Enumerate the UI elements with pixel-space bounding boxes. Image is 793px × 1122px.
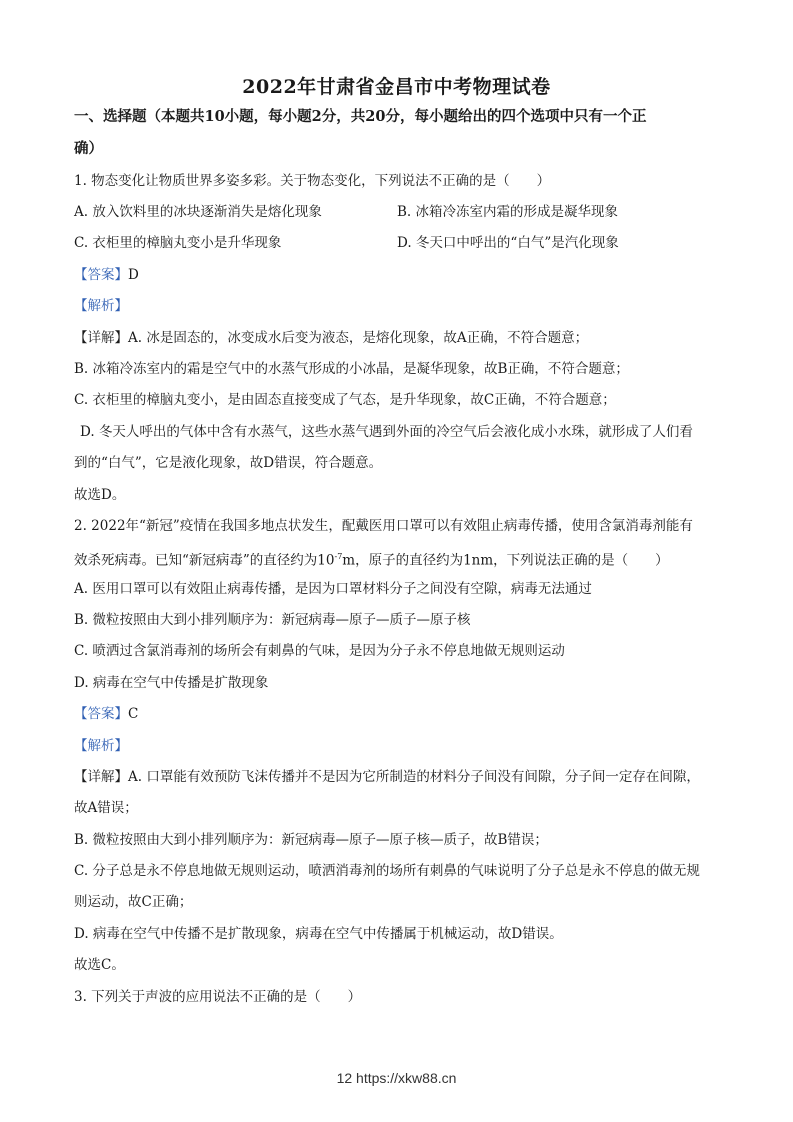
- q2-conclusion: 故选C。: [74, 957, 125, 973]
- answer-tag: 【答案】: [74, 267, 128, 283]
- section-heading-cont: 确）: [74, 140, 103, 157]
- q2-detail-6: D. 病毒在空气中传播不是扩散现象，病毒在空气中传播属于机械运动，故D错误。: [74, 926, 563, 942]
- q2-detail-5: 则运动，故C正确；: [74, 894, 193, 910]
- q1-detail-5: 到的“白气”，它是液化现象，故D错误，符合题意。: [74, 455, 383, 471]
- q2-answer-row: [74, 705, 724, 723]
- q2-exponent: -7: [334, 552, 343, 561]
- q2-stem-2b: m，原子的直径约为1nm，下列说法正确的是（ ）: [342, 552, 669, 569]
- q2-option-a: A. 医用口罩可以有效阻止病毒传播，是因为口罩材料分子之间没有空隙，病毒无法通过: [74, 581, 592, 597]
- q1-detail-3: C. 衣柜里的樟脑丸变小，是由固态直接变成了气态，是升华现象，故C正确，不符合题意；: [74, 392, 616, 408]
- q1-answer-row: [74, 266, 724, 284]
- q2-option-d: D. 病毒在空气中传播是扩散现象: [74, 675, 269, 691]
- q2-answer: C: [128, 706, 139, 722]
- q1-answer: D: [128, 267, 139, 283]
- page-footer: 12 https://xkw88.cn: [336, 1070, 457, 1086]
- q2-option-c: C. 喷洒过含氯消毒剂的场所会有刺鼻的气味，是因为分子永不停息地做无规则运动: [74, 643, 565, 659]
- q2-analysis-row: [74, 737, 724, 755]
- q2-stem-2: [74, 548, 724, 570]
- q1-detail-2: B. 冰箱冷冻室内的霜是空气中的水蒸气形成的小冰晶，是凝华现象，故B正确，不符合题意；: [74, 361, 629, 377]
- page-title: 2022年甘肃省金昌市中考物理试卷: [242, 76, 551, 98]
- detail-tag: 【详解】: [74, 769, 128, 785]
- analysis-tag: 【解析】: [74, 298, 128, 314]
- q2-detail-4: C. 分子总是永不停息地做无规则运动，喷洒消毒剂的场所有刺鼻的气味说明了分子总是永不停息的做无规: [74, 863, 700, 879]
- q2-detail-1: [74, 768, 724, 786]
- analysis-tag: 【解析】: [74, 738, 128, 754]
- q2-detail-text-1: A. 口罩能有效预防飞沫传播并不是因为它所制造的材料分子间没有间隙，分子间一定存在间隙，: [128, 769, 700, 785]
- q2-stem-2a: 效杀死病毒。已知“新冠病毒”的直径约为10: [74, 552, 335, 569]
- q1-stem: 1. 物态变化让物质世界多姿多彩。关于物态变化，下列说法不正确的是（ ）: [74, 173, 551, 189]
- q1-option-b: B. 冰箱冷冻室内霜的形成是凝华现象: [397, 204, 619, 220]
- q1-detail-1: [74, 329, 724, 347]
- q1-option-a: A. 放入饮料里的冰块逐渐消失是熔化现象: [74, 204, 322, 220]
- q1-option-c: C. 衣柜里的樟脑丸变小是升华现象: [74, 235, 282, 251]
- q1-detail-text-1: A. 冰是固态的，冰变成水后变为液态，是熔化现象，故A正确，不符合题意；: [128, 330, 589, 346]
- q1-analysis-row: [74, 297, 724, 315]
- q1-conclusion: 故选D。: [74, 487, 126, 503]
- answer-tag: 【答案】: [74, 706, 128, 722]
- section-heading: 一、选择题（本题共10小题，每小题2分，共20分，每小题给出的四个选项中只有一个正: [74, 108, 647, 125]
- q1-option-d: D. 冬天口中呼出的“白气”是汽化现象: [397, 235, 619, 251]
- q1-detail-4: D. 冬天人呼出的气体中含有水蒸气，这些水蒸气遇到外面的冷空气后会液化成小水珠，就形成了人们看: [80, 424, 693, 440]
- q2-stem-1: 2. 2022年“新冠”疫情在我国多地点状发生，配戴医用口罩可以有效阻止病毒传播，使用含氯消毒剂能有: [74, 518, 693, 534]
- q2-detail-3: B. 微粒按照由大到小排列顺序为：新冠病毒—原子—原子核—质子，故B错误；: [74, 832, 548, 848]
- q2-option-b: B. 微粒按照由大到小排列顺序为：新冠病毒—原子—质子—原子核: [74, 612, 471, 628]
- q2-detail-2: 故A错误；: [74, 800, 138, 816]
- detail-tag: 【详解】: [74, 330, 128, 346]
- q3-stem: 3. 下列关于声波的应用说法不正确的是（ ）: [74, 989, 362, 1005]
